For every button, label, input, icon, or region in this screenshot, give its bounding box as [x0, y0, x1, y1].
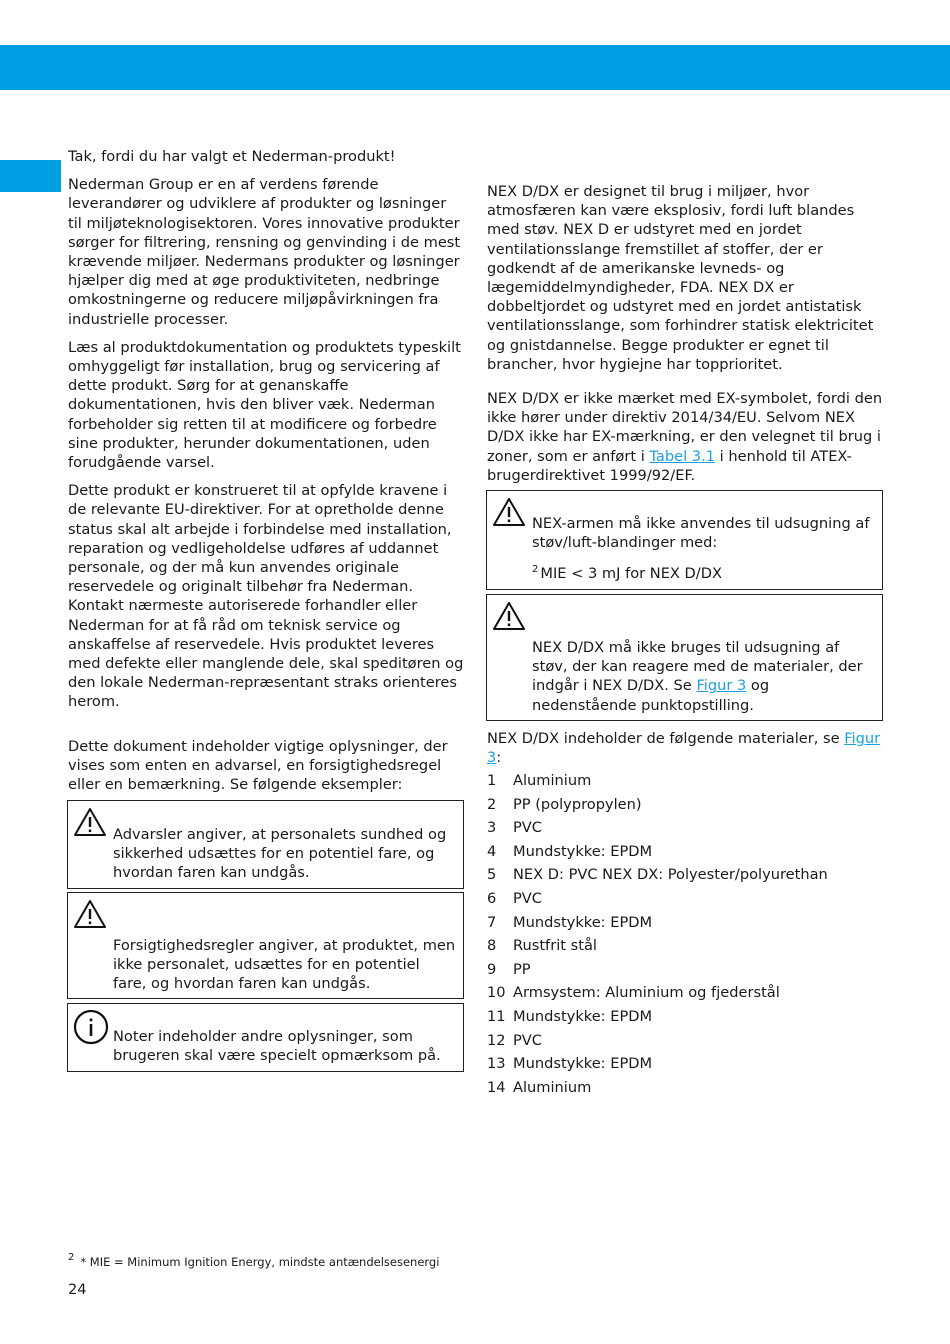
item-text: Aluminium [513, 772, 592, 789]
item-text: Mundstykke: EPDM [513, 1007, 653, 1025]
caution-example-box [67, 892, 464, 999]
table-3-1-link[interactable]: Tabel 3.1 [649, 447, 716, 465]
eu-directive-paragraph: Dette produkt er konstrueret til at opfylde kravene i de relevante EU-direktiver. For at opretholde denne status skal alt arbejde i forbindelse med installation, reparation og vedligeholdelse udføres af uddannet personale, og der må kun anvendes originale reservedele og originalt tilbehør fra Nederman. Kontakt nærmeste autoriserede forhandler eller Nederman for at få råd om teknisk service og anskaffelse af reservedele. Hvis produktet leveres med defekte eller manglende dele, skal speditøren og den lokale Nederman-repræsentant straks orienteres herom. [68, 482, 464, 711]
item-number: 10 [487, 984, 506, 1002]
warning-triangle-icon [73, 899, 107, 929]
mie-limit-text: MIE < 3 mJ for NEX D/DX [540, 565, 722, 582]
warning-box-mie [486, 490, 883, 590]
list-item [487, 983, 883, 1007]
item-text: NEX D: PVC NEX DX: Polyester/polyurethan [513, 866, 828, 884]
item-number: 11 [487, 1007, 506, 1025]
item-text: Armsystem: Aluminium og fjederstål [513, 984, 780, 1002]
warning-triangle-icon [492, 497, 526, 527]
list-item [487, 1031, 883, 1055]
item-number: 5 [487, 866, 497, 884]
warning-triangle-icon [73, 807, 107, 837]
note-example-text: Noter indeholder andre oplysninger, som brugeren skal være specielt opmærksom på. [113, 1028, 441, 1065]
list-item [487, 771, 883, 795]
warning-example-text: Advarsler angiver, at personalets sundhed og sikkerhed udsættes for en potentiel fare, og hvordan faren kan undgås. [113, 826, 447, 882]
item-number: 6 [487, 889, 497, 907]
item-number: 3 [487, 819, 497, 837]
list-item [487, 913, 883, 937]
item-text: Mundstykke: EPDM [513, 913, 653, 931]
item-text: PVC [513, 889, 542, 907]
footnote-number: 2 [68, 1252, 75, 1263]
figure-3-link[interactable]: Figur 3 [696, 677, 747, 695]
item-number: 8 [487, 937, 497, 955]
figure-3-link[interactable]: Figur 3 [487, 730, 881, 767]
item-text: Mundstykke: EPDM [513, 1055, 653, 1073]
warning-materials-text-a: NEX D/DX må ikke bruges til udsugning af støv, der kan reagere med de materialer, der indgår i NEX D/DX. Se [532, 639, 863, 695]
list-item [487, 1078, 883, 1102]
documentation-paragraph: Læs al produktdokumentation og produktets typeskilt omhyggeligt før installation, brug og servicering af dette produkt. Sørg for at genanskaffe dokumentationen, hvis den bliver væk. Nederman forbeholder sig retten til at modificere og forbedre sine produkter, herunder dokumentationen, uden forudgående varsel. [68, 338, 461, 472]
warning-materials-text-b: og nedenstående punktopstilling. [532, 677, 770, 714]
item-number: 4 [487, 842, 497, 860]
materials-intro-a: NEX D/DX indeholder de følgende materialer, se [487, 730, 845, 747]
left-column [68, 147, 464, 712]
list-item [487, 889, 883, 913]
item-number: 2 [487, 795, 497, 813]
item-text: PP (polypropylen) [513, 795, 642, 813]
page-number: 24 [68, 1281, 87, 1298]
thanks-text: Tak, fordi du har valgt et Nederman-produkt! [68, 148, 396, 165]
item-number: 13 [487, 1055, 506, 1073]
list-item [487, 865, 883, 889]
footnote-ref: 2 [532, 564, 539, 575]
materials-intro [487, 729, 883, 767]
notices-intro-paragraph: Dette dokument indeholder vigtige oplysninger, der vises som enten en advarsel, en forsigtighedsregel eller en bemærkning. Se følgende eksempler: [68, 738, 448, 794]
item-number: 12 [487, 1031, 506, 1049]
list-item [487, 842, 883, 866]
product-description-paragraph: NEX D/DX er designet til brug i miljøer, hvor atmosfæren kan være eksplosiv, fordi luft blandes med støv. NEX D er udstyret med en jordet ventilationsslange fremstillet af stoffer, der er godkendt af de amerikanske levneds- og lægemiddelmyndigheder, FDA. NEX DX er dobbeltjordet og udstyret med en jordet antistatisk ventilationsslange, som forhindrer statisk elektricitet og gnistdannelse. Begge produkter er egnet til brancher, hvor hygiejne har topprioritet. [487, 183, 874, 373]
item-text: PVC [513, 819, 542, 837]
warning-example-box [67, 800, 464, 889]
mie-limit-line [532, 564, 722, 585]
materials-intro-b: : [496, 749, 502, 767]
list-item [487, 936, 883, 960]
info-circle-icon [73, 1009, 109, 1045]
warning-mie-text: NEX-armen må ikke anvendes til udsugning af støv/luft-blandinger med: [532, 515, 870, 552]
warning-triangle-icon [492, 601, 526, 631]
item-number: 7 [487, 913, 497, 931]
item-text: Mundstykke: EPDM [513, 842, 653, 860]
caution-example-text: Forsigtighedsregler angiver, at produktet, men ikke personalet, udsættes for en potentiel fare, og hvordan faren kan undgås. [113, 937, 456, 993]
item-text: Rustfrit stål [513, 937, 597, 955]
header-bar [0, 45, 950, 90]
footnote-text: * MIE = Minimum Ignition Energy, mindste antændelsesenergi [80, 1255, 440, 1269]
atex-text-a: NEX D/DX er ikke mærket med EX-symbolet, fordi den ikke hører under direktiv 2014/34/EU. Selvom NEX D/DX ikke har EX-mærkning, er den velegnet til brug i zoner, som er anført i [487, 390, 883, 465]
list-item [487, 1007, 883, 1031]
list-item [487, 1054, 883, 1078]
item-text: Aluminium [513, 1078, 592, 1096]
item-number: 14 [487, 1078, 506, 1096]
atex-paragraph [487, 389, 883, 485]
intro-paragraph: Nederman Group er en af verdens førende leverandører og udviklere af produkter og løsninger til miljøteknologisektoren. Vores innovative produkter sørger for filtrering, rensning og genvinding i de mest krævende miljøer. Nedermans produkter og løsninger hjælper dig med at øge produktiviteten, nedbringe omkostningerne og reducere miljøpåvirkningen fra industrielle processer. [68, 176, 461, 328]
warning-materials-text [532, 638, 876, 715]
materials-list [487, 771, 883, 1101]
item-text: PVC [513, 1031, 542, 1049]
footnote [68, 1253, 439, 1273]
chapter-tab [0, 160, 61, 192]
list-item [487, 960, 883, 984]
item-text: PP [513, 960, 531, 978]
warning-box-materials [486, 594, 883, 721]
note-example-box [67, 1003, 464, 1072]
item-number: 1 [487, 772, 497, 789]
item-number: 9 [487, 960, 497, 978]
atex-text-b: i henhold til ATEX-brugerdirektivet 1999/92/EF. [487, 447, 852, 484]
list-item [487, 818, 883, 842]
list-item [487, 795, 883, 819]
